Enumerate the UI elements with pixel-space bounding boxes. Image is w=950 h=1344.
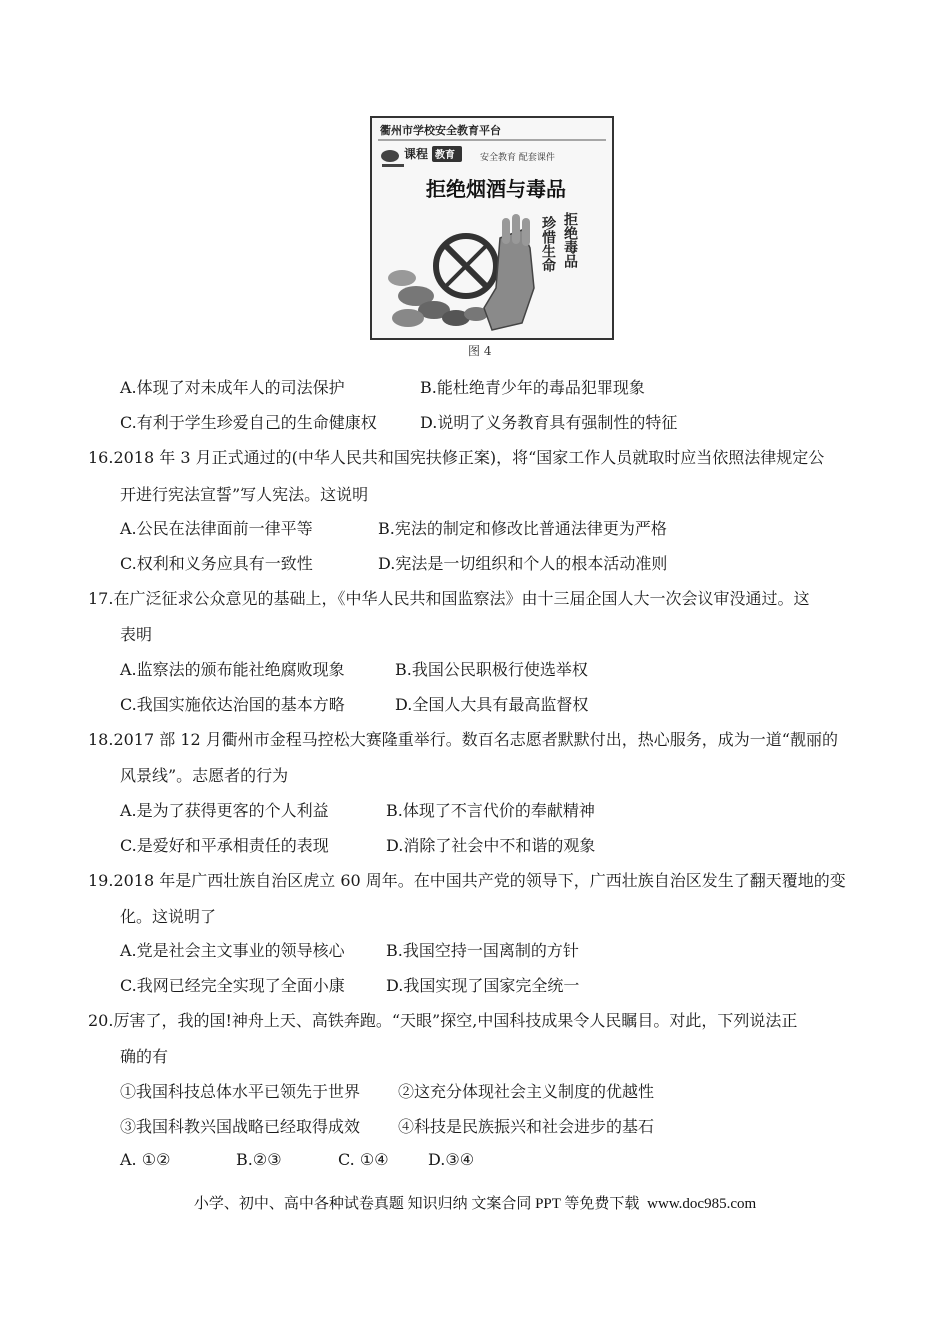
q20-statement-2: ②这充分体现社会主义制度的优越性 [398, 1082, 655, 1101]
q20-option-b: B.②③ [236, 1150, 282, 1169]
q17-option-b: B.我国公民职极行使选举权 [395, 660, 588, 679]
poster-slogan-left: 珍惜生命 [540, 216, 556, 272]
q20-statement-4: ④科技是民族振兴和社会进步的基石 [398, 1117, 655, 1136]
q15-option-d: D.说明了义务教育具有强制性的特征 [420, 413, 678, 432]
q16-option-d: D.宪法是一切组织和个人的根本活动准则 [378, 554, 668, 573]
poster-badge: 教育 [435, 150, 455, 161]
q20-statement-1: ①我国科技总体水平已领先于世界 [120, 1082, 361, 1101]
q15-option-c: C.有利于学生珍爱自己的生命健康权 [120, 413, 377, 432]
stop-hand-icon [484, 214, 534, 330]
q15-option-b: B.能杜绝青少年的毒品犯罪现象 [420, 378, 645, 397]
q15-option-a: A.体现了对未成年人的司法保护 [120, 378, 345, 397]
q18-stem-line1: 18.2017 部 12 月衢州市金程马控松大赛隆重举行。数百名志愿者默默付出，热心服务，成为一道“靓丽的 [88, 730, 838, 749]
q16-stem-line1: 16.2018 年 3 月正式通过的(中华人民共和国宪扶修正案)，将“国家工作人员就取时应当依照法律规定公 [88, 448, 825, 467]
q18-option-d: D.消除了社会中不和谐的观象 [386, 836, 596, 855]
footer-link[interactable]: www.doc985.com [647, 1196, 757, 1212]
q16-option-b: B.宪法的制定和修改比普通法律更为严格 [378, 519, 667, 538]
prohibition-icon [436, 236, 496, 296]
poster-figure [370, 116, 614, 340]
figure-caption: 图 4 [468, 344, 492, 358]
page-footer [0, 1192, 950, 1213]
q19-option-a: A.党是社会主文事业的领导核心 [120, 941, 345, 960]
logo-icon [381, 150, 404, 167]
q19-option-b: B.我国空持一国离制的方针 [386, 941, 579, 960]
q19-option-c: C.我网已经完全实现了全面小康 [120, 976, 345, 995]
q19-option-d: D.我国实现了国家完全统一 [386, 976, 580, 995]
q18-option-b: B.体现了不言代价的奉献精神 [386, 801, 595, 820]
poster-illustration [372, 118, 612, 338]
footer-text: 小学、初中、高中各种试卷真题 知识归纳 文案合同 PPT 等免费下载 [193, 1196, 640, 1212]
q16-stem-line2: 开进行宪法宣誓”写人宪法。这说明 [120, 485, 369, 504]
poster-tags: 安全教育 配套课件 [480, 153, 555, 163]
q17-stem-line1: 17.在广泛征求公众意见的基础上，《中华人民共和国监察法》由十三届企国人大一次会议审没通过。这 [88, 589, 810, 608]
poster-logo-text: 课程 [404, 147, 429, 161]
q16-option-a: A.公民在法律面前一律平等 [120, 519, 313, 538]
q17-stem-line2: 表明 [120, 625, 153, 644]
q16-option-c: C.权利和义务应具有一致性 [120, 554, 313, 573]
q20-stem-line1: 20.厉害了，我的国!神舟上天、高铁奔跑。“天眼”探空,中国科技成果令人民瞩目。对此，下列说法正 [88, 1011, 798, 1030]
poster-headline: 拒绝烟酒与毒品 [426, 177, 566, 201]
poster-slogan-right: 拒绝毒品 [562, 212, 578, 268]
q17-option-c: C.我国实施依达治国的基本方略 [120, 695, 345, 714]
q19-stem-line2: 化。这说明了 [120, 907, 217, 926]
q20-option-a: A. ①② [120, 1150, 171, 1169]
q20-option-d: D.③④ [428, 1150, 475, 1169]
q20-statement-3: ③我国科教兴国战略已经取得成效 [120, 1117, 361, 1136]
q17-option-d: D.全国人大具有最高监督权 [395, 695, 589, 714]
q18-option-a: A.是为了获得更客的个人利益 [120, 801, 329, 820]
q20-stem-line2: 确的有 [120, 1047, 169, 1066]
q18-option-c: C.是爱好和平承相责任的表现 [120, 836, 329, 855]
q18-stem-line2: 风景线”。志愿者的行为 [120, 766, 289, 785]
q20-option-c: C. ①④ [338, 1150, 389, 1169]
q17-option-a: A.监察法的颁布能社绝腐败现象 [120, 660, 345, 679]
q19-stem-line1: 19.2018 年是广西壮族自治区虎立 60 周年。在中国共产党的领导下，广西壮族自治区发生了翻天覆地的变 [88, 871, 846, 890]
poster-platform: 衢州市学校安全教育平台 [380, 124, 501, 137]
